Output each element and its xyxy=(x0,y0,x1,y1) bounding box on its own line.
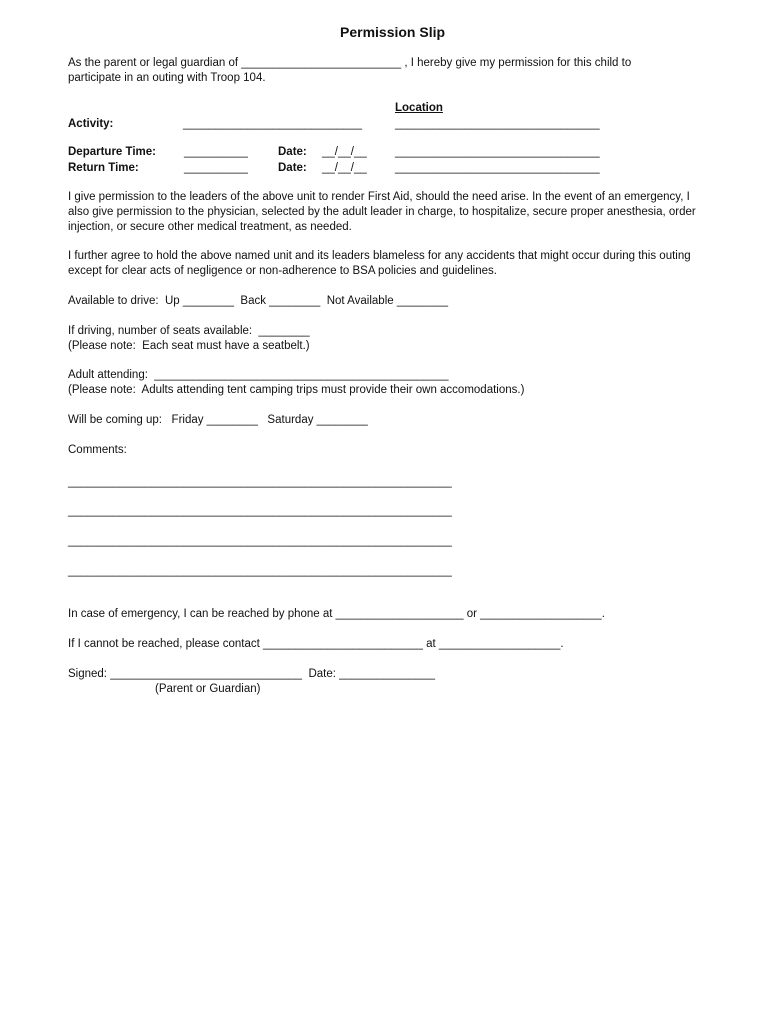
activity-location-field: ________________________________ xyxy=(395,118,600,130)
return-date-field: __/__/__ xyxy=(322,162,367,174)
page-title: Permission Slip xyxy=(340,24,446,40)
comment-line: ____________________________________________________________ xyxy=(68,535,452,547)
return-time-field: __________ xyxy=(184,162,248,174)
departure-date-field: __/__/__ xyxy=(322,146,367,158)
emergency-phone-line: In case of emergency, I can be reached by phone at ____________________ or ___________________. xyxy=(68,608,605,620)
return-time-label: Return Time: xyxy=(68,162,139,174)
return-date-label: Date: xyxy=(278,162,307,174)
first-aid-paragraph: I give permission to the leaders of the above unit to render First Aid, should the need arise. In the event of an emergency, I also give permission to the physician, selected by the adult leader in charge, to hospitalize, secure proper anesthesia, order injection, or secure other medical treatment, as needed. xyxy=(68,191,696,233)
seats-available-line: If driving, number of seats available: ________ xyxy=(68,325,310,337)
departure-date-label: Date: xyxy=(278,146,307,158)
activity-label: Activity: xyxy=(68,118,114,130)
comment-line: ____________________________________________________________ xyxy=(68,505,452,517)
comment-line: ____________________________________________________________ xyxy=(68,565,452,577)
intro-line-2: participate in an outing with Troop 104. xyxy=(68,72,266,84)
adult-attending-line: Adult attending: ______________________________________________ xyxy=(68,369,449,381)
seatbelt-note: (Please note: Each seat must have a seatbelt.) xyxy=(68,340,310,352)
alternate-contact-line: If I cannot be reached, please contact _________________________ at ___________________. xyxy=(68,638,564,650)
comments-label: Comments: xyxy=(68,444,127,456)
signature-line: Signed: ______________________________ Date: _______________ xyxy=(68,668,436,680)
signature-caption: (Parent or Guardian) xyxy=(155,683,261,695)
departure-location-field: ________________________________ xyxy=(395,146,600,158)
intro-line-1: As the parent or legal guardian of _________________________ , I hereby give my permission for this child to xyxy=(68,57,632,69)
activity-field: ____________________________ xyxy=(183,118,363,130)
departure-time-label: Departure Time: xyxy=(68,146,156,158)
comment-line: ____________________________________________________________ xyxy=(68,476,452,488)
accommodations-note: (Please note: Adults attending tent camping trips must provide their own accomodations.) xyxy=(68,384,525,396)
departure-time-field: __________ xyxy=(184,146,248,158)
blameless-paragraph: I further agree to hold the above named unit and its leaders blameless for any accidents that might occur during this outing except for clear acts of negligence or non-adherence to BSA policies and guidelines. xyxy=(68,250,691,277)
available-to-drive-line: Available to drive: Up ________ Back ________ Not Available ________ xyxy=(68,295,448,307)
return-location-field: ________________________________ xyxy=(395,162,600,174)
location-header: Location xyxy=(395,102,443,114)
coming-up-line: Will be coming up: Friday ________ Saturday ________ xyxy=(68,414,368,426)
